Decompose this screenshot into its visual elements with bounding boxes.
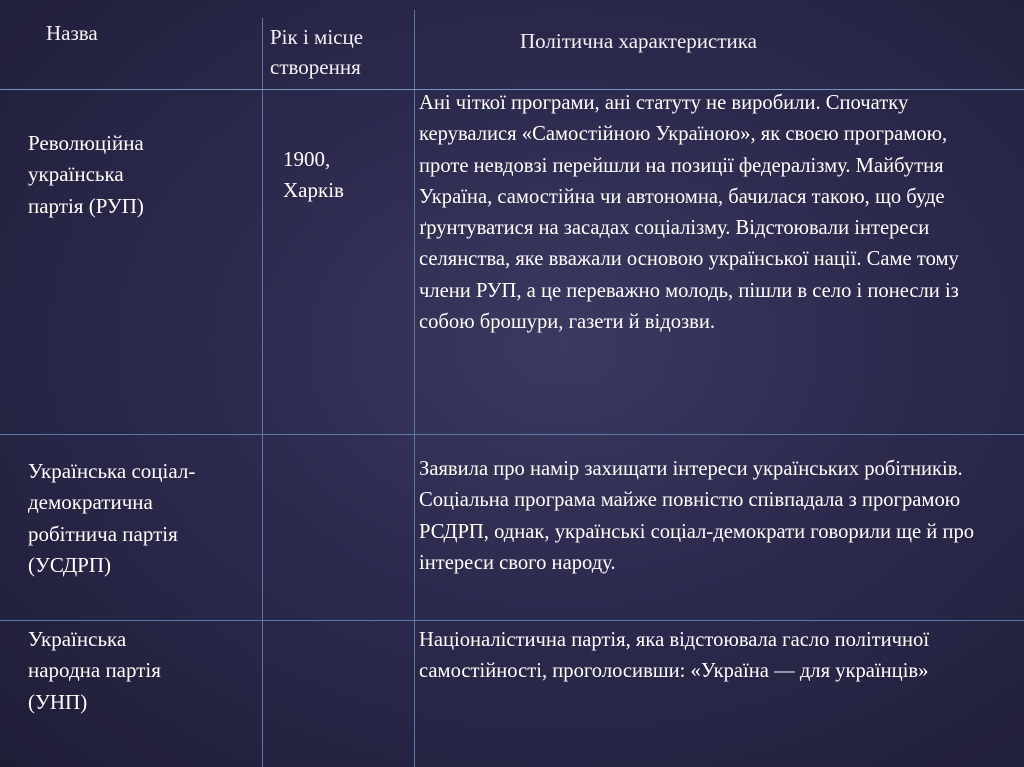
row-1-characteristic: Ані чіткої програми, ані статуту не виробили. Спочатку керувалися «Самостійною Україною», як своєю програмою, проте невдовзі перейшли на позиції федералізму. Майбутня Україна, самостійна чи автономна, бачилася такою, що буде ґрунтуватися на засадах соціалізму. Відстоювали інтереси селянства, яке вважали основою української нації. Саме тому члени РУП, а це переважно молодь, пішли в село і понесли із собою брошури, газети й відозви.	[419, 92, 959, 334]
row-2-name: Українська соціал- демократична робітнича партія (УСДРП)	[28, 459, 196, 577]
row-1-year-place: 1900, Харків	[283, 147, 344, 203]
header-year-place: Рік і місце створення	[270, 25, 364, 79]
row-divider-2	[0, 620, 1024, 621]
column-divider-2	[414, 10, 415, 767]
header-characteristic: Політична характеристика	[520, 29, 757, 53]
row-divider-1	[0, 434, 1024, 435]
row-2-characteristic: Заявила про намір захищати інтереси українських робітників. Соціальна програма майже повністю співпадала з програмою РСДРП, однак, українські соціал-демократи говорили ще й про інтереси свого народу.	[419, 458, 975, 574]
column-divider-1	[262, 18, 263, 767]
row-1-name: Революційна українська партія (РУП)	[28, 131, 144, 218]
header-name: Назва	[46, 21, 98, 45]
row-3-name: Українська народна партія (УНП)	[28, 627, 161, 714]
row-3-characteristic: Націоналістична партія, яка відстоювала гасло політичної самостійності, проголосивши: «Україна — для українців»	[419, 629, 930, 683]
